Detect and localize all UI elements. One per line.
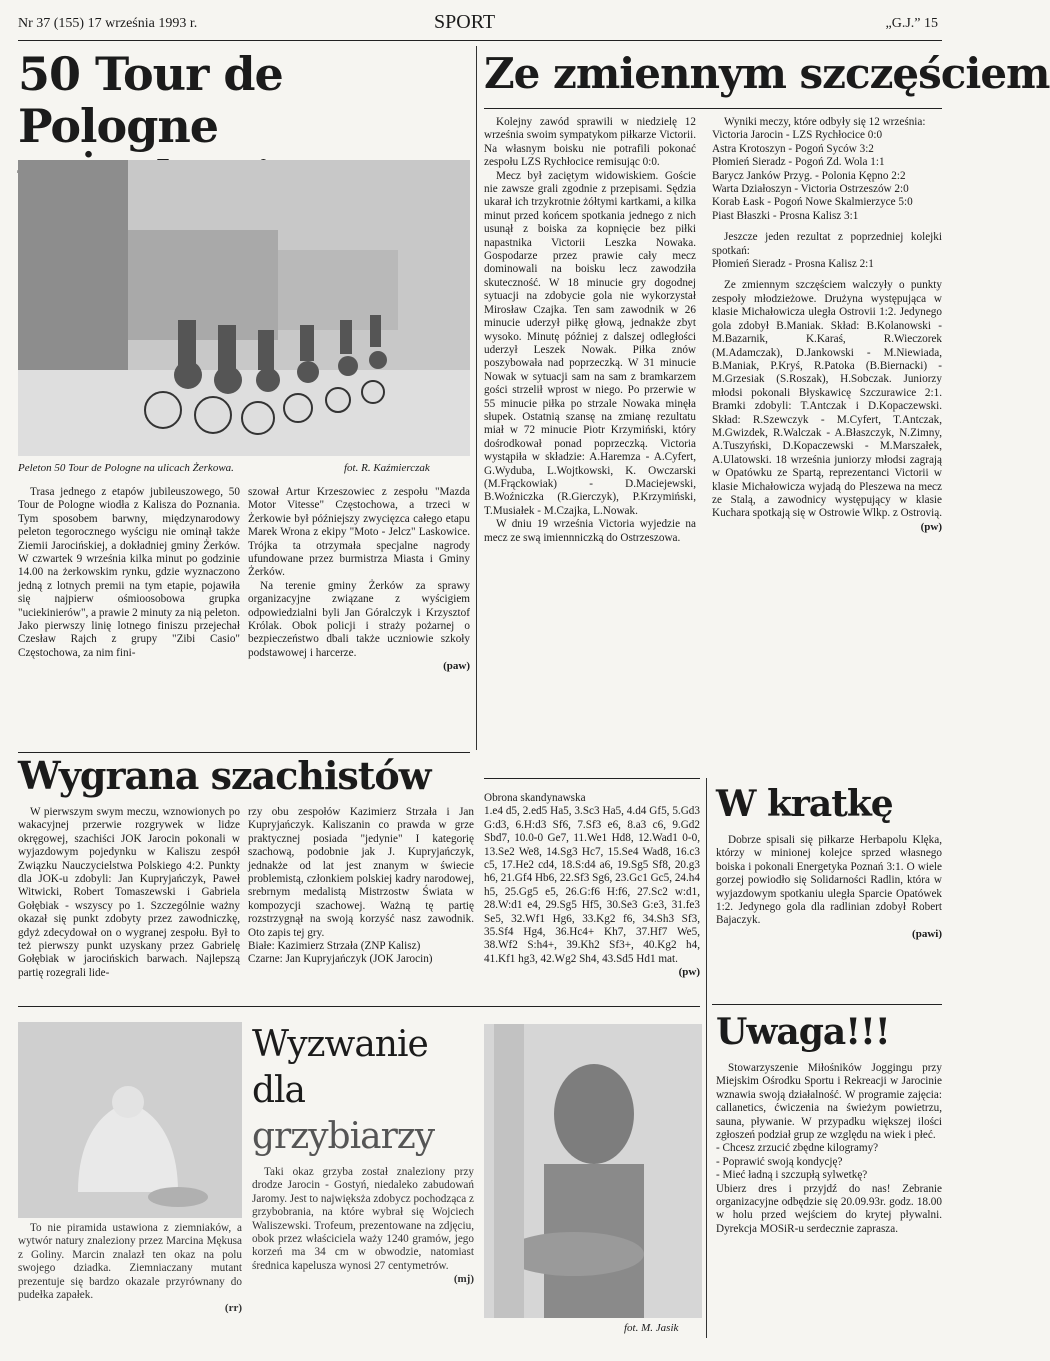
victoria-paragraph: Jeszcze jeden rezultat z poprzedniej kolejki spotkań: (712, 231, 942, 257)
victoria-column-1 (484, 116, 696, 545)
mushroom-title-line2: dla (252, 1070, 306, 1111)
kratka-column (716, 834, 942, 941)
victoria-title: Ze zmiennym szczęściem (484, 49, 1050, 98)
chess-paragraph: W pierwszym swym meczu, wznowionych po wakacyjnej przerwie rozgrywek w lidze okręgowej, szachiści JOK Jarocin pokonali w wyjazdowym pojedynku w Kaliszu zespół Związku Nauczycielstwa Polskiego 4:2. Punkty dla JOK-u zdobyli: Jan Kupryjańczyk, Paweł Witwicki, Robert Tomaszewski i Gabriela Gołębiak - wszyscy po 1. Szczególnie ważny okazał się punkt zdobyty przez zawodniczkę, gdyż zdecydował on o wygranej zespołu. Był to też pierwszy punkt uzyskany przez Gabrielę Gołębiak w jarocińskich barwach. Najlepszą partię rozegrali lide- (18, 806, 240, 979)
result-line: Victoria Jarocin - LZS Rychłocice 0:0 (712, 129, 883, 142)
victoria-signature: (pw) (920, 520, 942, 533)
result-line: Barycz Janków Przyg. - Polonia Kępno 2:2 (712, 169, 906, 182)
uwaga-list-item: - Poprawić swoją kondycję? (716, 1155, 843, 1168)
chess-title: Wygrana szachistów (18, 753, 431, 798)
result-line: Astra Krotoszyn - Pogoń Syców 3:2 (712, 142, 874, 155)
uwaga-title: Uwaga!!! (716, 1011, 890, 1053)
chess-black-player: Czarne: Jan Kupryjańczyk (JOK Jarocin) (248, 953, 433, 966)
chess-column-2 (248, 806, 474, 967)
potato-signature: (rr) (224, 1302, 242, 1315)
mushroom-title-line3: grzybiarzy (252, 1116, 435, 1157)
victoria-rule (484, 108, 942, 109)
page-number: „G.J.” 15 (885, 16, 938, 31)
uwaga-rule (712, 1004, 942, 1005)
kratka-signature: (pawi) (912, 927, 942, 940)
victoria-paragraph: Ze zmiennym szczęściem walczyły o punkty zespoły młodzieżowe. Drużyna występująca w klasie Michałowicza uległa Ostrovii 1:2. Jedynego gola zdobył B.Maniak. Skład: B.Kolanowski - M.Bazarnik, K.Karaś, R.Wieczorek (M.Adamczak), D.Jankowski - M.Niewiada, B.Maniak, P.Kryś, R.Patoka (B.Biernacki) - M.Grzesiak (S.Roszak), H.Sobczak. Juniorzy młodsi pokonali Błyskawicę Szczurawice 2:1. Bramki zdobyli: T.Antczak i D.Kopaczewski. Skład: R.Szewczyk - M.Cyfert, T.Antczak, M.Gwizdek, R.Walczak - A.Błaszczyk, N.Zimny, A.Tuszyński, D.Kopaczewski - M.Marszałek, A.Ulatowski. 18 września juniorzy młodsi zagrają w Opatówku ze Spartą, reprezentanci Victorii w klasie Michałowicza wyjadą do Pleszewa na mecz ze Stalą, a zawodnicy występujący w klasie Kuchara spotkają się w Ostrowie Wlkp. z Ostrovią. (712, 279, 943, 520)
kratka-title: W kratkę (716, 783, 893, 825)
tour-paragraph: Na terenie gminy Żerków za sprawy organizacyjne związane z wyścigiem odpowiedzialni byli Jan Góralczyk i Krzysztof Królak. Obok policji i straży pożarnej o bezpieczeństwo dbali także uczniowie szkoły podstawowej i harcerze. (248, 579, 470, 659)
chess-paragraph: rzy obu zespołów Kazimierz Strzała i Jan Kupryjańczyk. Kaliszanin co prawda w grze praktycznej posiada "jedynie" I kategorię szachową, podobnie jak J. Kupryjańczyk, jednakże od lat jest znanym w świecie problemistą, członkiem polskiej kadry narodowej, srebrnym medalistą Mistrzostw Świata w kompozycji szachowej. Ważną tę partię rozstrzygnął na swoją korzyść nasz zawodnik. Oto zapis tej gry. (248, 806, 474, 939)
potato-photo (18, 1022, 242, 1218)
mushroom-title-line1: Wyzwanie (252, 1024, 428, 1065)
potato-photo-image (18, 1022, 242, 1218)
uwaga-list-item: - Chcesz zrzucić zbędne kilogramy? (716, 1142, 879, 1155)
mushroom-headline (252, 1022, 472, 1160)
mushroom-column (252, 1166, 474, 1287)
result-line: Płomień Sieradz - Prosna Kalisz 2:1 (712, 258, 874, 271)
result-line: Warta Działoszyn - Victoria Ostrzeszów 2:0 (712, 183, 909, 196)
results-intro: Wyniki meczy, które odbyły się 12 września: (724, 116, 926, 128)
uwaga-column (716, 1062, 942, 1236)
header-rule (18, 40, 942, 41)
chess-moves: 1.e4 d5, 2.ed5 Ha5, 3.Sc3 Ha5, 4.d4 Gf5, 5.Gd3 G:d3, 6.H:d3 Sf6, 7.Sf3 e6, 8.a3 c6, 9.Gd2 Sbd7, 10.0-0 Ge7, 11.We1 Hd8, 12.Wad1 0-0, 13.Se2 We8, 14.Sg3 Hc7, 15.Se4 Wad8, 16.c3 c5, 17.He2 cd4, 18.S:d4 a6, 19.Sg5 Sf8, 20.g3 h6, 21.Gf4 Hb6, 22.Sf3 Sg6, 23.Gc1 Gc5, 24.h4 h5, 25.Gg5 e5, 26.G:f6 H:f6, 27.Sc2 w:d1, 28.W:d1 e4, 29.Sg5 Hf5, 30.Se3 G:e3, 31.fe3 Se5, 32.Wf1 Hg6, 33.Kg2 f6, 34.Sh3 Sf3, 35.Sf4 Hg4, 36.Hc4+ Kh7, 37.Hf7 We5, 38.Wf2 S:h4+, 39.Kh2 Sf3+, 40.Kg2 h4, 41.Kf1 hg3, 42.Wg2 Sh4, 43.Sd5 Hd1 mat. (484, 805, 700, 965)
chess-opening: Obrona skandynawska (484, 792, 586, 804)
tour-paragraph: szował Artur Krzeszowiec z zespołu "Mazda Motor Vitesse" Częstochowa, a trzeci w Żerkowie był późniejszy zwycięzca całego etapu Marek Wrona z ekipy "Moto - Jelcz" Laskowice. Trójka ta otrzymała specjalne nagrody ufundowane przez burmistrza Miasta i Gminy Żerków. (248, 486, 470, 579)
tour-column-1 (18, 486, 240, 660)
issue-info: Nr 37 (155) 17 września 1993 r. (18, 16, 198, 31)
mushroom-photo-image (484, 1024, 702, 1318)
tour-signature: (paw) (443, 660, 470, 673)
victoria-paragraph: Kolejny zawód sprawili w niedzielę 12 września swoim sympatykom piłkarze Victorii. Na własnym boisku nie potrafili pokonać zespołu LZS Rychłocice remisując 0:0. (484, 116, 696, 169)
mushroom-photo-credit: fot. M. Jasik (624, 1322, 679, 1334)
potato-paragraph: To nie piramida ustawiona z ziemniaków, a wytwór natury znaleziony przez Marcina Mękusa z Goliny. Marcin znalazł ten okaz na polu swojego dziadka. Ziemniaczany mutant prezentuje się bardzo okazale przyrównany do pudełka zapałek. (18, 1222, 242, 1302)
result-line: Korab Łask - Pogoń Nowe Skalmierzyce 5:0 (712, 196, 913, 209)
victoria-paragraph: W dniu 19 września Victoria wyjedzie na mecz ze swą imiennniczką do Ostrzeszowa. (484, 518, 696, 544)
result-line: Płomień Sieradz - Pogoń Zd. Wola 1:1 (712, 156, 885, 169)
victoria-paragraph: Mecz był zaciętym widowiskiem. Goście nie zawsze grali zgodnie z przepisami. Sędzia ukarał ich trzykrotnie żółtymi kartkami, a kilka minut przed końcem spotkania jednego z nich usunął z boiska za kopnięcie bez piłki napastnika Victorii Leszka Nowaka. Gospodarze przez prawie cały mecz dominowali na boisku lecz zawodziła skuteczność. W 18 minucie gry dogodnej sytuacji na zdobycie gola nie wykorzystał Mirosław Czajka. Ten sam zawodnik w 26 minucie uderzył piłkę głową, jednakże zbyt wysoko. Minutę później z dalszej odległości uderzył Leszek Nowak. Piłka znów poszybowała nad poprzeczką. W 31 minucie Nowak w sytuacji sam na sam z bramkarzem gości strzelił wprost w niego. Po przerwie w 55 minucie piłka po strzale Nowaka minęła słupek. Ostatnią szansę na zmianę rezultatu miał w 72 minucie Piotr Krzymiński, który dośrodkował ponad poprzeczką. Victoria wystąpiła w składzie: A.Haremza - A.Cyfert, G.Wyduba, L.Wojtkowski, K. Owczarski (M.Frąckowiak) - D.Maciejewski, B.Woźniczka (R.Gierczyk), P.Krzymiński, T.Musiałek - M.Czajka, L.Nowak. (484, 169, 696, 517)
uwaga-paragraph: Ubierz dres i przyjdź do nas! Zebranie organizacyjne odbędzie się 20.09.93r. godz. 18.00 w holu przed wejściem do krytej pływalni. Dyrekcja MOSiR-u serdecznie zaprasza. (716, 1182, 942, 1235)
chess-white-player: Białe: Kazimierz Strzała (ZNP Kalisz) (248, 940, 421, 953)
result-line: Piast Błaszki - Prosna Kalisz 3:1 (712, 209, 859, 222)
chess-moves-rule (484, 778, 700, 779)
chess-signature: (pw) (678, 966, 700, 979)
tour-paragraph: Trasa jednego z etapów jubileuszowego, 50 Tour de Pologne wiodła z Kalisza do Poznania. Tym sposobem barwny, międzynarodowy peleton tegorocznego wyścigu nie ominął także Ziemii Jarocińskiej, a dokładniej gminy Żerków. W czwartek 9 września kilka minut po godzinie 14.00 na żerkowskim rynku, gdzie wyznaczono jedną z lotnych premii na tym etapie, pojawiła się najpierw ośmioosobowa grupka "uciekinierów", a prawie 2 minuty za nią peleton. Jako pierwszy linię lotnego finiszu przejechał Czesław Rajch z grupy "Zibi Casio" Częstochowa, za nim fini- (18, 486, 240, 659)
mushroom-signature: (mj) (453, 1273, 474, 1286)
photo-credit: fot. R. Kaźmierczak (344, 462, 430, 474)
kratka-paragraph: Dobrze spisali się piłkarze Herbapolu Klęka, którzy w minionej kolejce sprzed własnego boiska i pokonali Energetyka Poznań 3:1. O wiele gorzej powiodło się Solidarności Radlin, która w wyjazdowym spotkaniu uległa Sparcie Opatówek 1:2. Jedynego gola dla radlinian zdobył Robert Bajaczyk. (716, 834, 942, 927)
section-title: SPORT (434, 11, 496, 33)
column-divider (476, 46, 477, 750)
potato-text (18, 1222, 242, 1316)
chess-moves-block (484, 792, 700, 980)
mushroom-photo (484, 1024, 702, 1318)
uwaga-paragraph: Stowarzyszenie Miłośników Joggingu przy Miejskim Ośrodku Sportu i Rekreacji w Jarocinie wznawia swoją działalność. W programie zajęcia: callanetics, ćwiczenia na świeżym powietrzu, sauna, pływanie. W przypadku większej ilości zgłoszeń podział grup ze względu na wiek i płeć. (716, 1062, 942, 1142)
chess-column-1 (18, 806, 240, 980)
victoria-column-2 (712, 116, 942, 534)
mushroom-paragraph: Taki okaz grzyba został znaleziony przy drodze Jarocin - Gostyń, niedaleko zabudowań Jaromy. Jest to najwięksża zdobycz pochodząca z grzybobrania, na które wybrał się Wojciech Waliszewski. Trofeum, prezentowane na zdjęciu, obok przez właściciela waży 1240 gramów, jego korzeń ma 34 cm w obwodzie, natomiast średnica kapelusza wynosi 27 centymetrów. (252, 1166, 475, 1272)
peloton-photo (18, 160, 470, 456)
mushroom-rule (18, 1006, 700, 1007)
uwaga-list-item: - Mieć ładną i szczupłą sylwetkę? (716, 1169, 868, 1182)
tour-title-line1: 50 Tour de Pologne (18, 47, 283, 153)
photo-caption: Peleton 50 Tour de Pologne na ulicach Żerkowa. (18, 462, 234, 474)
tour-column-2 (248, 486, 470, 674)
peloton-photo-image (18, 160, 470, 456)
column-divider-right (706, 778, 707, 1338)
